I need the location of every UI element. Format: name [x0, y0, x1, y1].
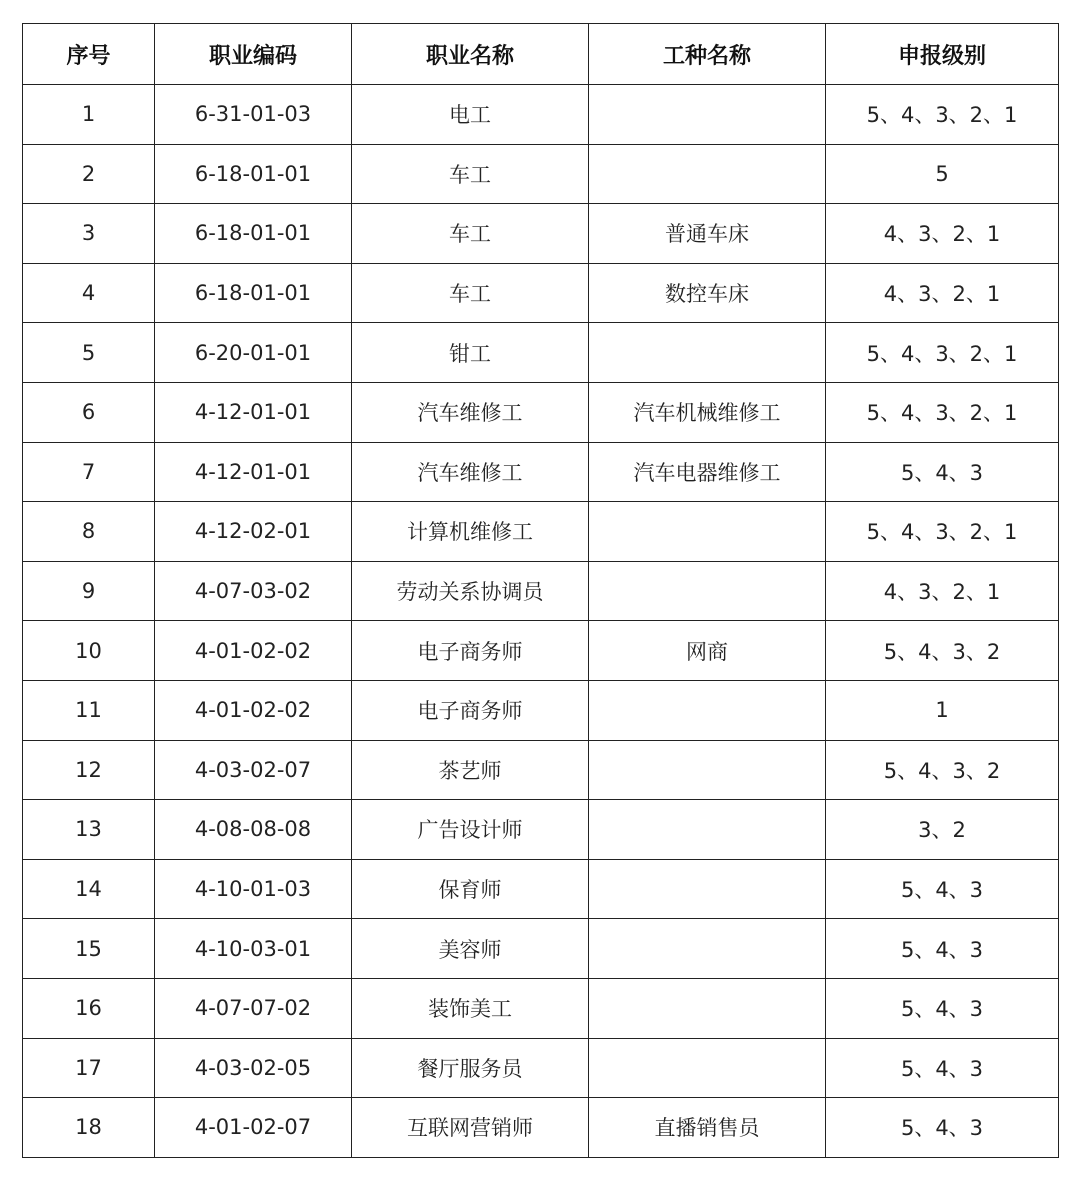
cell-trade-name: 直播销售员 [589, 1098, 826, 1158]
cell-application-level: 5、4、3 [826, 919, 1059, 979]
header-occupation-name: 职业名称 [352, 24, 589, 85]
cell-occupation-code: 4-08-08-08 [155, 800, 352, 860]
cell-occupation-name: 茶艺师 [352, 740, 589, 800]
cell-index: 13 [23, 800, 155, 860]
cell-trade-name [589, 800, 826, 860]
occupation-table [22, 23, 1059, 1158]
cell-occupation-code: 4-01-02-02 [155, 621, 352, 681]
cell-occupation-code: 4-12-02-01 [155, 502, 352, 562]
cell-occupation-code: 4-07-03-02 [155, 561, 352, 621]
cell-occupation-code: 6-18-01-01 [155, 144, 352, 204]
cell-occupation-name: 车工 [352, 144, 589, 204]
cell-occupation-name: 电工 [352, 85, 589, 145]
cell-index: 6 [23, 382, 155, 442]
cell-trade-name [589, 502, 826, 562]
cell-occupation-name: 餐厅服务员 [352, 1038, 589, 1098]
cell-application-level: 4、3、2、1 [826, 263, 1059, 323]
cell-trade-name [589, 919, 826, 979]
cell-occupation-code: 4-07-07-02 [155, 978, 352, 1038]
cell-application-level: 5、4、3、2 [826, 740, 1059, 800]
cell-index: 14 [23, 859, 155, 919]
cell-index: 12 [23, 740, 155, 800]
table-row [23, 85, 1059, 145]
cell-occupation-name: 车工 [352, 204, 589, 264]
table-row [23, 680, 1059, 740]
cell-application-level: 5、4、3、2、1 [826, 502, 1059, 562]
table-row [23, 144, 1059, 204]
cell-index: 1 [23, 85, 155, 145]
table-row [23, 263, 1059, 323]
cell-application-level: 4、3、2、1 [826, 204, 1059, 264]
cell-application-level: 4、3、2、1 [826, 561, 1059, 621]
cell-occupation-code: 4-03-02-07 [155, 740, 352, 800]
cell-occupation-name: 广告设计师 [352, 800, 589, 860]
cell-index: 9 [23, 561, 155, 621]
cell-trade-name [589, 1038, 826, 1098]
cell-application-level: 5、4、3、2、1 [826, 382, 1059, 442]
header-row [23, 24, 1059, 85]
header-index: 序号 [23, 24, 155, 85]
cell-occupation-name: 美容师 [352, 919, 589, 979]
cell-occupation-code: 4-10-03-01 [155, 919, 352, 979]
table-body [23, 85, 1059, 1158]
cell-trade-name [589, 978, 826, 1038]
cell-occupation-code: 6-20-01-01 [155, 323, 352, 383]
table-row [23, 323, 1059, 383]
table-row [23, 859, 1059, 919]
table-row [23, 382, 1059, 442]
cell-trade-name [589, 323, 826, 383]
cell-index: 7 [23, 442, 155, 502]
cell-trade-name [589, 85, 826, 145]
table-row [23, 502, 1059, 562]
cell-occupation-name: 汽车维修工 [352, 442, 589, 502]
table-row [23, 740, 1059, 800]
cell-trade-name: 网商 [589, 621, 826, 681]
table-row [23, 204, 1059, 264]
cell-occupation-name: 保育师 [352, 859, 589, 919]
table-row [23, 919, 1059, 979]
cell-application-level: 5、4、3 [826, 978, 1059, 1038]
cell-occupation-name: 电子商务师 [352, 621, 589, 681]
table-row [23, 561, 1059, 621]
cell-occupation-name: 车工 [352, 263, 589, 323]
cell-index: 4 [23, 263, 155, 323]
cell-index: 10 [23, 621, 155, 681]
cell-trade-name [589, 144, 826, 204]
header-trade-name: 工种名称 [589, 24, 826, 85]
cell-index: 2 [23, 144, 155, 204]
cell-occupation-code: 4-12-01-01 [155, 382, 352, 442]
cell-trade-name [589, 859, 826, 919]
cell-application-level: 5、4、3、2、1 [826, 85, 1059, 145]
cell-application-level: 1 [826, 680, 1059, 740]
table-row [23, 800, 1059, 860]
cell-trade-name [589, 561, 826, 621]
cell-occupation-code: 4-01-02-02 [155, 680, 352, 740]
cell-index: 17 [23, 1038, 155, 1098]
cell-index: 16 [23, 978, 155, 1038]
cell-index: 18 [23, 1098, 155, 1158]
cell-application-level: 5 [826, 144, 1059, 204]
cell-trade-name: 汽车机械维修工 [589, 382, 826, 442]
cell-trade-name [589, 680, 826, 740]
cell-application-level: 5、4、3 [826, 1098, 1059, 1158]
header-occupation-code: 职业编码 [155, 24, 352, 85]
cell-index: 8 [23, 502, 155, 562]
cell-trade-name: 数控车床 [589, 263, 826, 323]
header-application-level: 申报级别 [826, 24, 1059, 85]
cell-occupation-code: 4-12-01-01 [155, 442, 352, 502]
occupation-table-container [22, 23, 1058, 1158]
cell-occupation-code: 4-03-02-05 [155, 1038, 352, 1098]
table-row [23, 1098, 1059, 1158]
cell-trade-name: 汽车电器维修工 [589, 442, 826, 502]
table-row [23, 442, 1059, 502]
cell-occupation-name: 装饰美工 [352, 978, 589, 1038]
cell-index: 11 [23, 680, 155, 740]
cell-application-level: 5、4、3、2 [826, 621, 1059, 681]
cell-occupation-code: 6-18-01-01 [155, 263, 352, 323]
cell-occupation-code: 6-31-01-03 [155, 85, 352, 145]
cell-occupation-name: 电子商务师 [352, 680, 589, 740]
cell-occupation-name: 劳动关系协调员 [352, 561, 589, 621]
table-row [23, 621, 1059, 681]
table-row [23, 1038, 1059, 1098]
cell-index: 3 [23, 204, 155, 264]
cell-occupation-name: 钳工 [352, 323, 589, 383]
cell-index: 5 [23, 323, 155, 383]
cell-application-level: 5、4、3、2、1 [826, 323, 1059, 383]
table-header [23, 24, 1059, 85]
cell-occupation-name: 计算机维修工 [352, 502, 589, 562]
cell-application-level: 3、2 [826, 800, 1059, 860]
cell-occupation-code: 4-01-02-07 [155, 1098, 352, 1158]
cell-application-level: 5、4、3 [826, 442, 1059, 502]
cell-index: 15 [23, 919, 155, 979]
cell-occupation-name: 汽车维修工 [352, 382, 589, 442]
cell-application-level: 5、4、3 [826, 859, 1059, 919]
cell-application-level: 5、4、3 [826, 1038, 1059, 1098]
cell-occupation-code: 4-10-01-03 [155, 859, 352, 919]
table-row [23, 978, 1059, 1038]
cell-occupation-code: 6-18-01-01 [155, 204, 352, 264]
cell-trade-name: 普通车床 [589, 204, 826, 264]
cell-occupation-name: 互联网营销师 [352, 1098, 589, 1158]
cell-trade-name [589, 740, 826, 800]
